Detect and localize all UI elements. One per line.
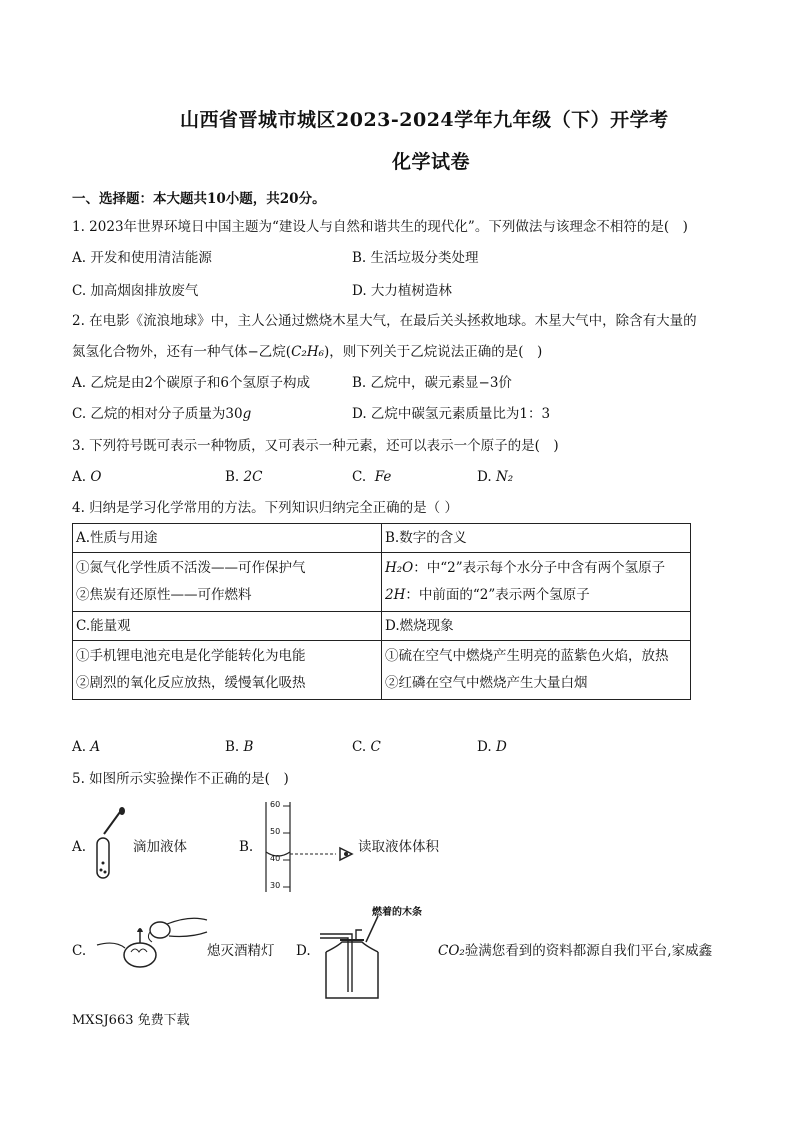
q4-option-b-symbol: B [243, 739, 254, 755]
q4-knowledge-table [72, 523, 691, 700]
q4-option-c-symbol: C [370, 739, 381, 755]
q5-option-c-label: C. [72, 943, 87, 959]
table-cell-d-head: D.燃烧现象 [382, 612, 691, 641]
table-cell-c-body [73, 641, 382, 700]
cylinder-tick-30: 30 [270, 881, 281, 890]
q4-option-d [477, 738, 507, 756]
q5-option-c-text: 熄灭酒精灯 [207, 943, 275, 959]
q2-stem-post: )，则下列关于乙烷说法正确的是( ) [324, 344, 543, 360]
q2-option-d: D. 乙烷中碳氢元素质量比为1：3 [352, 406, 551, 422]
table-c-line2: ②剧烈的氧化反应放热，缓慢氧化吸热 [76, 675, 306, 691]
q5-option-d-description: 验满您看到的资料都源自我们平台,家威鑫 [464, 943, 713, 959]
q3-option-b-symbol: 2C [243, 469, 263, 485]
q5-option-b-text: 读取液体体积 [358, 839, 439, 855]
q3-option-c [352, 468, 391, 486]
q3-option-d-label: D. [477, 469, 492, 485]
q3-option-c-label: C. [352, 469, 367, 485]
table-cell-c-head: C.能量观 [73, 612, 382, 641]
q5-option-d-label: D. [296, 943, 311, 959]
dropper-test-tube-illustration [92, 808, 132, 883]
burning-stick-caption: 燃着的木条 [372, 907, 422, 918]
q5-stem: 5. 如图所示实验操作不正确的是( ) [72, 771, 289, 787]
table-b-line1-text: ：中“2”表示每个水分子中含有两个氢原子 [413, 560, 666, 576]
gas-bottle-illustration [318, 912, 403, 1002]
q4-option-c-label: C. [352, 739, 367, 755]
table-cell-d-body [382, 641, 691, 700]
q1-stem: 1. 2023年世界环境日中国主题为“建设人与自然和谐共生的现代化”。下列做法与该理念不相符的是( ) [72, 219, 688, 235]
q3-option-a-symbol: O [90, 469, 102, 485]
q2-stem-line2 [72, 343, 542, 361]
cylinder-tick-50: 50 [270, 827, 281, 836]
table-a-line1: ①氮气化学性质不活泼——可作保护气 [76, 560, 306, 576]
q2-stem-pre: 氮氢化合物外，还有一种气体−乙烷( [72, 344, 292, 360]
table-b-line2-text: ：中前面的“2”表示两个氢原子 [405, 587, 590, 603]
q4-option-c [352, 738, 381, 756]
q1-option-a: A. 开发和使用清洁能源 [72, 250, 212, 266]
q1-option-b: B. 生活垃圾分类处理 [352, 250, 479, 266]
table-b-line2 [385, 582, 687, 609]
table-c-line1: ①手机锂电池充电是化学能转化为电能 [76, 648, 306, 664]
q5-option-d-text [438, 942, 712, 960]
q1-option-c: C. 加高烟囱排放废气 [72, 283, 199, 299]
table-b-line1 [385, 555, 687, 582]
exam-title-line1: 山西省晋城市城区2023-2024学年九年级（下）开学考 [180, 109, 669, 131]
q3-option-a-label: A. [72, 469, 87, 485]
water-formula: H₂O [385, 560, 414, 576]
q2-option-b: B. 乙烷中，碳元素显−3价 [352, 375, 512, 391]
q2-option-c [72, 405, 251, 423]
q3-option-d [477, 468, 513, 486]
alcohol-lamp-hands-illustration [95, 910, 210, 975]
q4-option-a-symbol: A [90, 739, 101, 755]
q4-option-b [225, 738, 253, 756]
table-a-line2: ②焦炭有还原性——可作燃料 [76, 587, 252, 603]
q1-option-d: D. 大力植树造林 [352, 283, 452, 299]
q5-option-a-text: 滴加液体 [133, 839, 187, 855]
q4-option-b-label: B. [225, 739, 240, 755]
cylinder-tick-40: 40 [270, 854, 281, 863]
ethane-formula: C₂H₆ [291, 344, 325, 360]
q4-option-d-label: D. [477, 739, 492, 755]
table-cell-a-head: A.性质与用途 [73, 524, 382, 553]
q4-option-a [72, 738, 100, 756]
q5-option-a-label: A. [72, 839, 87, 855]
q3-option-b [225, 468, 262, 486]
q3-option-b-label: B. [225, 469, 240, 485]
q3-stem: 3. 下列符号既可表示一种物质，又可表示一种元素，还可以表示一个原子的是( ) [72, 438, 559, 454]
hydrogen-symbol: 2H [385, 587, 406, 603]
q3-option-a [72, 468, 101, 486]
q4-stem: 4. 归纳是学习化学常用的方法。下列知识归纳完全正确的是（ ） [72, 500, 458, 516]
carbon-dioxide-formula: CO₂ [438, 943, 465, 959]
q2-stem-line1: 2. 在电影《流浪地球》中，主人公通过燃烧木星大气，在最后关头拯救地球。木星大气中，除含有大量的 [72, 313, 697, 329]
table-cell-a-body [73, 553, 382, 612]
q5-option-b-label: B. [239, 839, 254, 855]
q2-option-c-unit: g [242, 406, 252, 422]
section-heading: 一、选择题：本大题共10小题，共20分。 [72, 191, 326, 207]
table-cell-b-body [382, 553, 691, 612]
q2-option-a: A. 乙烷是由2个碳原子和6个氢原子构成 [72, 375, 311, 391]
q3-option-c-symbol: Fe [374, 469, 392, 485]
q2-option-c-text: C. 乙烷的相对分子质量为30 [72, 406, 243, 422]
table-cell-b-head: B.数字的含义 [382, 524, 691, 553]
q4-option-d-symbol: D [495, 739, 507, 755]
q3-option-d-symbol: N₂ [495, 469, 514, 485]
table-d-line2: ②红磷在空气中燃烧产生大量白烟 [385, 675, 588, 691]
table-d-line1: ①硫在空气中燃烧产生明亮的蓝紫色火焰，放热 [385, 648, 669, 664]
q4-option-a-label: A. [72, 739, 87, 755]
cylinder-tick-60: 60 [270, 800, 281, 809]
exam-title-line2: 化学试卷 [392, 151, 471, 173]
footer-note: MXSJ663 免费下载 [72, 1013, 190, 1028]
